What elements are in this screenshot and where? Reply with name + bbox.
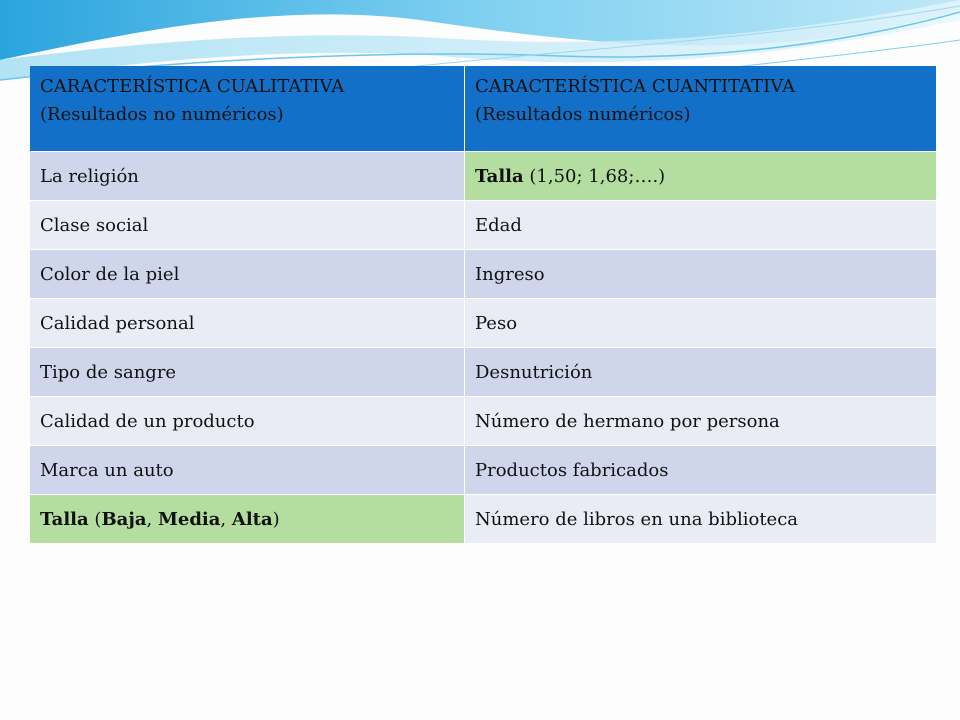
cell-bold-text: Media — [157, 508, 221, 530]
table-row — [30, 201, 937, 250]
cell-cualitativa: Tipo de sangre — [30, 348, 465, 397]
table-row — [30, 495, 937, 544]
cell-bold-text: Alta — [231, 508, 273, 530]
cell-text: ( — [88, 508, 102, 530]
cell-bold-text: Talla — [475, 165, 524, 187]
cell-cualitativa — [30, 495, 465, 544]
cell-cuantitativa — [465, 152, 937, 201]
header-subtitle: (Resultados no numéricos) — [40, 104, 284, 125]
cell-cuantitativa: Edad — [465, 201, 937, 250]
cell-text: , — [146, 508, 158, 530]
table-row — [30, 299, 937, 348]
characteristics-table — [30, 66, 937, 544]
cell-cualitativa: Marca un auto — [30, 446, 465, 495]
cell-text: , — [220, 508, 232, 530]
table-row — [30, 250, 937, 299]
cell-bold-text: Talla — [40, 508, 89, 530]
table-row — [30, 348, 937, 397]
cell-cuantitativa: Peso — [465, 299, 937, 348]
cell-cualitativa: Clase social — [30, 201, 465, 250]
header-title: CARACTERÍSTICA CUALITATIVA — [40, 76, 345, 97]
header-subtitle: (Resultados numéricos) — [475, 104, 691, 125]
cell-cuantitativa: Ingreso — [465, 250, 937, 299]
cell-cuantitativa: Número de hermano por persona — [465, 397, 937, 446]
cell-cuantitativa: Número de libros en una biblioteca — [465, 495, 937, 544]
table-header-row — [30, 66, 937, 152]
cell-bold-text: Baja — [101, 508, 147, 530]
header-title: CARACTERÍSTICA CUANTITATIVA — [475, 76, 796, 97]
header-cualitativa — [30, 66, 465, 152]
header-cuantitativa — [465, 66, 937, 152]
cell-cualitativa: Color de la piel — [30, 250, 465, 299]
cell-cualitativa: Calidad de un producto — [30, 397, 465, 446]
cell-cuantitativa: Desnutrición — [465, 348, 937, 397]
cell-text: (1,50; 1,68;….) — [523, 165, 666, 187]
cell-cuantitativa: Productos fabricados — [465, 446, 937, 495]
table-row — [30, 397, 937, 446]
table-row — [30, 446, 937, 495]
cell-text: ) — [272, 508, 280, 530]
cell-cualitativa: La religión — [30, 152, 465, 201]
table-row — [30, 152, 937, 201]
cell-cualitativa: Calidad personal — [30, 299, 465, 348]
